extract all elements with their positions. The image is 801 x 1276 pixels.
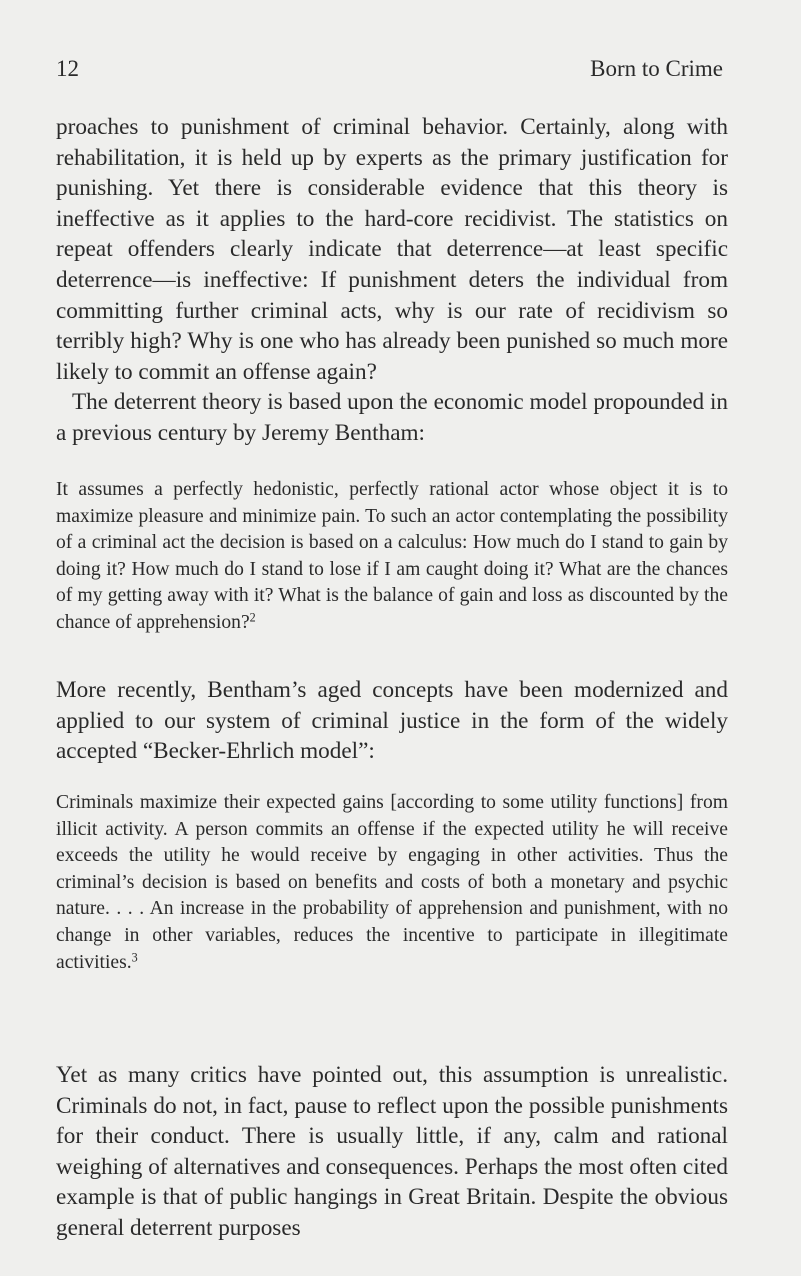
paragraph-becker-ehrlich-intro: More recently, Bentham’s aged concepts have been modernized and applied to our system of criminal justice in the form of the widely accepted “Becker-Ehrlich model”: bbox=[56, 677, 728, 765]
footnote-ref-2: 2 bbox=[249, 610, 256, 625]
paragraph-deterrence-critique: proaches to punishment of criminal behavior. Certainly, along with rehabilitation, it is held up by experts as the primary justification for punishing. Yet there is considerable evidence that this theory is ineffective as it applies to the hard-core recidivist. The statistics on repeat offenders clearly indicate that deterrence—at least specific deterrence—is ineffective: If punishment deters the individual from committing further criminal acts, why is our rate of recidivism so terribly high? Why is one who has already been punished so much more likely to commit an offense again? bbox=[56, 114, 728, 385]
paragraph-bentham-intro: The deterrent theory is based upon the economic model propounded in a previous century by Jeremy Bentham: bbox=[56, 389, 728, 446]
running-title: Born to Crime bbox=[590, 56, 723, 81]
running-header bbox=[56, 56, 723, 92]
page-number: 12 bbox=[56, 56, 79, 81]
footnote-ref-3: 3 bbox=[131, 949, 138, 964]
body-text-bottom bbox=[56, 1060, 728, 1244]
block-quote-becker-ehrlich bbox=[56, 790, 728, 976]
quote-bentham-text: It assumes a perfectly hedonistic, perfectly rational actor whose object it is to maximize pleasure and minimize pain. To such an actor contemplating the possibility of a criminal act the decision is based on a calculus: How much do I stand to gain by doing it? How much do I stand to lose if I am caught doing it? What are the chances of my getting away with it? What is the balance of gain and loss as discounted by the chance of apprehension? bbox=[56, 479, 728, 633]
quote-becker-ehrlich-text: Criminals maximize their expected gains [according to some utility functions] from illicit activity. A person commits an offense if the expected utility he will receive exceeds the utility he would receive by engaging in other activities. Thus the criminal’s decision is based on benefits and costs of both a monetary and psychic nature. . . . An increase in the probability of apprehension and punishment, with no change in other variables, reduces the incentive to participate in illegitimate activities. bbox=[56, 792, 728, 973]
paragraph-critics: Yet as many critics have pointed out, this assumption is unrealistic. Criminals do not, in fact, pause to reflect upon the possible punishments for their conduct. There is usually little, if any, calm and rational weighing of alternatives and consequences. Perhaps the most often cited example is that of public hangings in Great Britain. Despite the obvious general deterrent purposes bbox=[56, 1062, 728, 1241]
body-text-top bbox=[56, 112, 728, 449]
body-text-middle bbox=[56, 675, 728, 767]
block-quote-bentham bbox=[56, 477, 728, 637]
